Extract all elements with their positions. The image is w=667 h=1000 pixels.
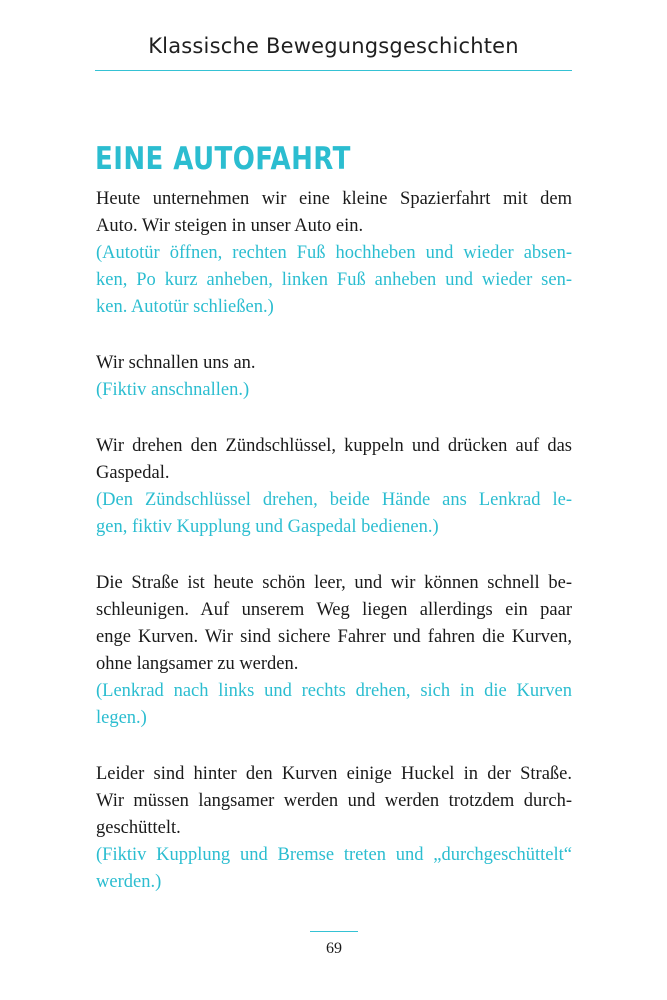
paragraph-2: [96, 350, 572, 404]
footer-divider: [310, 931, 358, 932]
narration-line: Leider sind hinter den Kurven einige Huckel in der Straße.: [96, 764, 572, 784]
narration-line: Gaspedal.: [96, 463, 170, 483]
instruction-line: gen, fiktiv Kupplung und Gaspedal bedienen.): [96, 517, 439, 537]
running-header-title: Klassische Bewegungsgeschichten: [148, 34, 519, 58]
instruction-line: ken, Po kurz anheben, linken Fuß anheben und wieder sen-: [96, 270, 572, 290]
instruction-line: legen.): [96, 708, 147, 728]
narration-line: Wir müssen langsamer werden und werden trotzdem durch-: [96, 791, 572, 811]
narration-line: Wir drehen den Zündschlüssel, kuppeln und drücken auf das: [96, 436, 572, 456]
narration-line: ohne langsamer zu werden.: [96, 654, 299, 674]
instruction-line: (Fiktiv Kupplung und Bremse treten und „durchgeschüttelt“: [96, 845, 572, 865]
narration-line: Auto. Wir steigen in unser Auto ein.: [96, 216, 364, 236]
narration-line: enge Kurven. Wir sind sichere Fahrer und fahren die Kurven,: [96, 627, 572, 647]
story-body: [96, 186, 572, 925]
paragraph-4: [96, 570, 572, 732]
instruction-line: werden.): [96, 872, 162, 892]
page-number: 69: [326, 940, 342, 957]
instruction-line: (Lenkrad nach links und rechts drehen, sich in die Kurven: [96, 681, 572, 701]
instruction-line: (Den Zündschlüssel drehen, beide Hände ans Lenkrad le-: [96, 490, 572, 510]
narration-line: schleunigen. Auf unserem Weg liegen allerdings ein paar: [96, 600, 572, 620]
paragraph-1: [96, 186, 572, 321]
narration-line: Heute unternehmen wir eine kleine Spazierfahrt mit dem: [96, 189, 572, 209]
instruction-line: ken. Autotür schließen.): [96, 297, 274, 317]
instruction-line: (Fiktiv anschnallen.): [96, 380, 250, 400]
chapter-title: EINE AUTOFAHRT: [95, 140, 351, 177]
paragraph-3: [96, 433, 572, 541]
narration-line: Die Straße ist heute schön leer, und wir können schnell be-: [96, 573, 572, 593]
narration-line: Wir schnallen uns an.: [96, 353, 256, 373]
paragraph-5: [96, 761, 572, 896]
instruction-line: (Autotür öffnen, rechten Fuß hochheben und wieder absen-: [96, 243, 572, 263]
narration-line: geschüttelt.: [96, 818, 181, 838]
header-divider: [95, 70, 572, 71]
